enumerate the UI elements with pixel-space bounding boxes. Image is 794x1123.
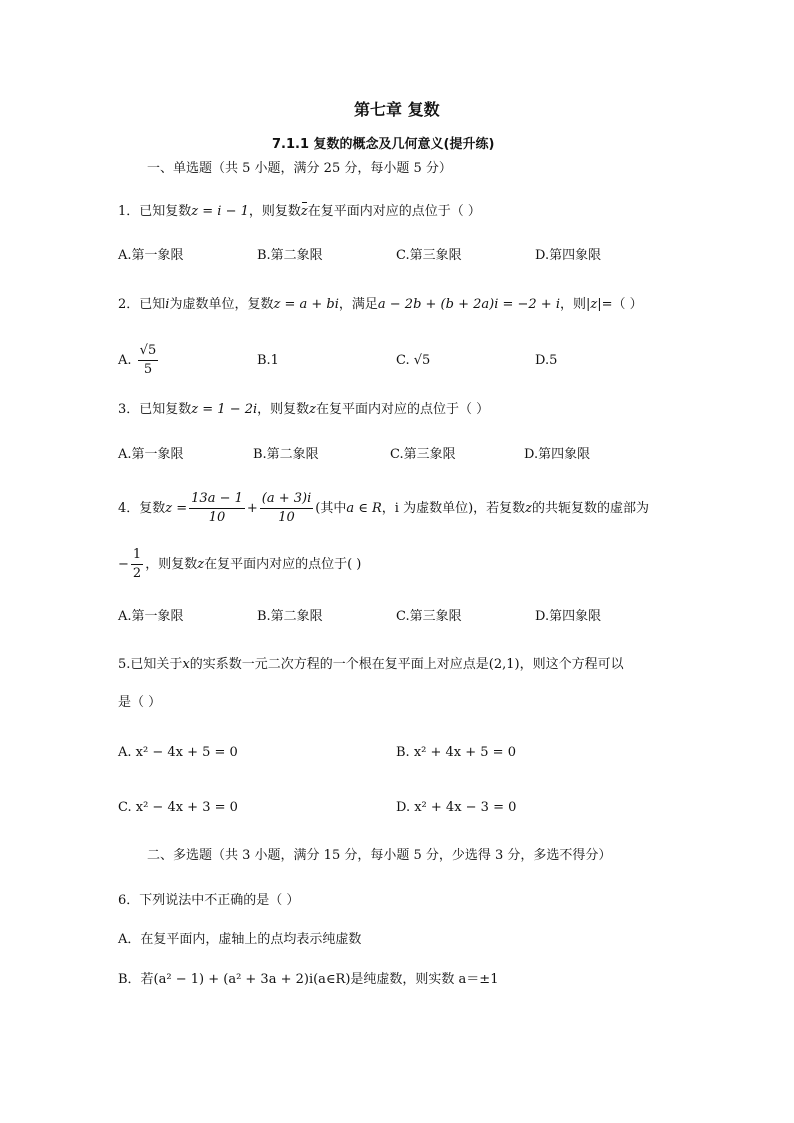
q2-abs-z: |z| [586,297,602,312]
q4-text-d: 的共轭复数的虚部为 [532,500,650,516]
q4-option-a[interactable]: A.第一象限 [118,609,184,624]
q4-fraction-2-denominator: 10 [278,510,295,525]
q5-x-symbol: x [182,657,190,672]
section2-heading: 二、多选题（共 3 小题，满分 15 分，每小题 5 分，少选得 3 分，多选不得分） [147,848,612,863]
q3-text-c: 在复平面内对应的点位于（ ） [316,402,490,417]
q2-option-d[interactable]: D.5 [535,353,558,368]
q4-z-symbol-2: z [197,556,205,572]
q2-text-a: 2．已知 [118,297,166,312]
q3-text-b: ，则复数 [257,402,310,417]
q2-i-symbol: i [165,297,170,312]
q4-z-eq: z = [165,500,188,516]
question-4-line-2 [118,546,361,583]
q1-option-c[interactable]: C.第三象限 [396,248,462,263]
q3-option-a[interactable]: A.第一象限 [118,447,184,462]
q5-option-d[interactable]: D. x² + 4x − 3 = 0 [396,800,517,815]
q4-text-c: ，i 为虚数单位)，若复数 [381,500,526,516]
q6-option-a[interactable]: A．在复平面内，虚轴上的点均表示纯虚数 [118,932,362,947]
q5-text-b: 的实系数一元二次方程的一个根在复平面上对应点是 [189,657,489,672]
q2-option-c-sqrt: √5 [413,353,431,368]
q4-text-a: 4．复数 [118,500,166,516]
q2-option-a[interactable] [118,342,160,379]
question-2 [118,296,643,314]
q4-fraction-3-numerator: 1 [131,546,143,565]
q2-text-c: ，满足 [338,297,378,312]
section-title: 7.1.1 复数的概念及几何意义(提升练) [272,137,495,152]
q2-option-a-denominator: 5 [143,362,153,377]
q4-fraction-3 [131,546,143,583]
q4-fraction-1 [189,490,245,527]
q4-fraction-2-numerator: (a + 3)i [260,490,313,509]
question-3 [118,401,489,419]
q4-a-in-r: a ∈ R [346,500,382,516]
q2-option-c-label: C. [396,353,410,368]
q4-text-b: (其中 [315,500,347,516]
q5-text-a: 5.已知关于 [118,657,183,672]
q2-text-e: =（ ） [601,297,643,312]
q6-option-b[interactable]: B．若(a² − 1) + (a² + 3a + 2)i(a∈R)是纯虚数，则实数 a＝±1 [118,972,499,987]
q4-fraction-3-denominator: 2 [132,566,142,581]
q5-option-a[interactable]: A. x² − 4x + 5 = 0 [118,745,238,760]
q3-option-d[interactable]: D.第四象限 [524,447,591,462]
q5-option-c[interactable]: C. x² − 4x + 3 = 0 [118,800,238,815]
question-5 [118,656,624,674]
q4-option-b[interactable]: B.第二象限 [257,609,323,624]
q3-z-symbol: z [309,402,317,417]
q1-formula: z = i − 1 [191,204,249,219]
q2-text-b: 为虚数单位，复数 [169,297,274,312]
q2-option-a-fraction [138,342,159,379]
q3-option-c[interactable]: C.第三象限 [390,447,456,462]
q4-plus: + [246,500,258,516]
question-6: 6．下列说法中不正确的是（ ） [118,893,300,908]
q4-fraction-1-numerator: 13a − 1 [189,490,245,509]
q1-option-b[interactable]: B.第二象限 [257,248,323,263]
chapter-title: 第七章 复数 [354,100,440,119]
q1-zbar: z [300,204,308,219]
q4-fraction-1-denominator: 10 [208,510,226,525]
question-5-line-2: 是（ ） [118,695,162,710]
q2-formula-1: z = a + bi [273,297,339,312]
q3-formula: z = 1 − 2i [191,402,258,417]
q4-option-d[interactable]: D.第四象限 [535,609,602,624]
q1-text-c: 在复平面内对应的点位于（ ） [307,204,481,219]
q4-text-e: ，则复数 [145,556,198,572]
q2-option-c[interactable] [396,352,430,370]
q4-text-f: 在复平面内对应的点位于( ) [204,556,362,572]
q4-minus: − [118,556,129,572]
q4-fraction-2 [260,490,313,527]
q5-point: (2,1) [488,657,520,672]
q1-option-a[interactable]: A.第一象限 [118,248,184,263]
q1-text-a: 1．已知复数 [118,204,192,219]
q2-option-b[interactable]: B.1 [257,353,279,368]
q1-option-d[interactable]: D.第四象限 [535,248,602,263]
q1-text-b: ，则复数 [248,204,301,219]
q4-z-symbol: z [525,500,533,516]
question-1 [118,203,481,221]
q3-text-a: 3．已知复数 [118,402,192,417]
q5-text-c: ，则这个方程可以 [519,657,624,672]
q5-option-b[interactable]: B. x² + 4x + 5 = 0 [396,745,516,760]
q3-option-b[interactable]: B.第二象限 [253,447,319,462]
q4-option-c[interactable]: C.第三象限 [396,609,462,624]
question-4 [118,490,649,527]
q2-option-a-numerator: √5 [138,342,159,361]
q2-text-d: ，则 [560,297,587,312]
q2-option-a-label: A. [118,353,132,368]
section1-heading: 一、单选题（共 5 小题，满分 25 分，每小题 5 分） [147,161,452,176]
q2-formula-2: a − 2b + (b + 2a)i = −2 + i [377,297,560,312]
